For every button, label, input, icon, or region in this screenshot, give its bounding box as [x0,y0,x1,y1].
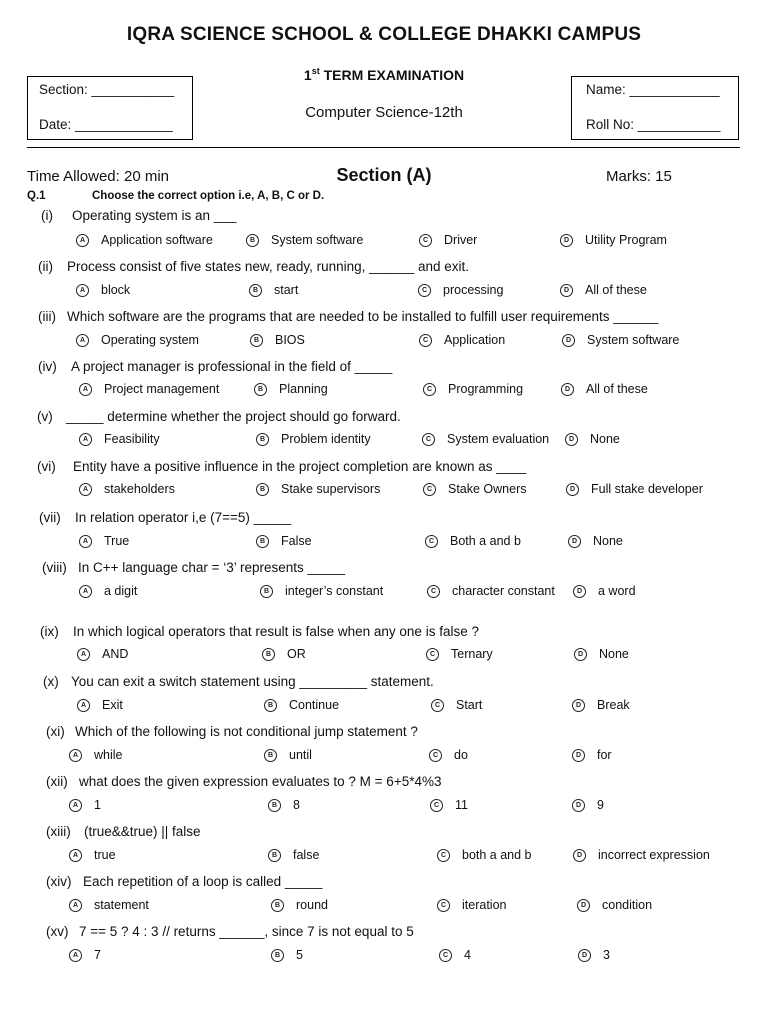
option-bubble-c[interactable]: C [427,585,440,598]
option-bubble-c[interactable]: C [418,284,431,297]
option-text-a: Operating system [101,333,199,347]
option-bubble-c[interactable]: C [430,799,443,812]
option-bubble-c[interactable]: C [431,699,444,712]
question-number-label: (v) [37,409,53,424]
option-bubble-d[interactable]: D [573,849,586,862]
option-text-b: BIOS [275,333,305,347]
option-bubble-a[interactable]: A [69,849,82,862]
option-text-c: Stake Owners [448,482,527,496]
question-text: Entity have a positive influence in the project completion are known as ____ [73,459,527,474]
option-bubble-b[interactable]: B [249,284,262,297]
option-text-d: Break [597,698,630,712]
option-bubble-c[interactable]: C [437,899,450,912]
option-bubble-d[interactable]: D [578,949,591,962]
option-text-a: True [104,534,130,548]
option-text-b: System software [271,233,364,247]
option-bubble-d[interactable]: D [565,433,578,446]
option-text-b: 8 [293,798,300,812]
option-text-b: Stake supervisors [281,482,381,496]
section-heading: Section (A) [336,165,432,185]
question-text: 7 == 5 ? 4 : 3 // returns ______, since 7 is not equal to 5 [79,924,414,939]
option-bubble-c[interactable]: C [426,648,439,661]
option-bubble-d[interactable]: D [561,383,574,396]
option-text-b: Continue [289,698,340,712]
option-bubble-d[interactable]: D [568,535,581,548]
option-text-a: Feasibility [104,432,160,446]
section-field[interactable]: Section: ___________ [39,82,175,97]
option-bubble-c[interactable]: C [429,749,442,762]
option-bubble-b[interactable]: B [262,648,275,661]
option-bubble-b[interactable]: B [268,849,281,862]
option-bubble-c[interactable]: C [437,849,450,862]
question-number-label: (xi) [46,724,65,739]
term-superscript: st [311,66,320,76]
option-bubble-d[interactable]: D [572,799,585,812]
option-text-b: round [296,898,328,912]
option-text-a: a digit [104,584,138,598]
option-text-d: for [597,748,612,762]
option-text-b: integer’s constant [285,584,384,598]
option-text-a: 7 [94,948,101,962]
option-bubble-d[interactable]: D [566,483,579,496]
option-text-c: System evaluation [447,432,550,446]
question-text: Operating system is an ___ [72,208,237,223]
option-bubble-a[interactable]: A [79,433,92,446]
option-bubble-c[interactable]: C [419,334,432,347]
question-number-label: (x) [43,674,59,689]
option-bubble-c[interactable]: C [425,535,438,548]
option-bubble-b[interactable]: B [246,234,259,247]
option-bubble-c[interactable]: C [423,383,436,396]
option-bubble-b[interactable]: B [256,433,269,446]
question-text: Each repetition of a loop is called _____ [83,874,323,889]
question-number-label: (iv) [38,359,57,374]
option-text-a: block [101,283,131,297]
option-bubble-c[interactable]: C [419,234,432,247]
option-bubble-a[interactable]: A [76,234,89,247]
option-text-d: Full stake developer [591,482,703,496]
option-bubble-b[interactable]: B [254,383,267,396]
option-bubble-a[interactable]: A [76,284,89,297]
question-number-label: (xii) [46,774,68,789]
option-text-d: System software [587,333,680,347]
question-text: (true&&true) || false [84,824,201,839]
option-text-d: None [590,432,620,446]
option-text-c: Driver [444,233,478,247]
question-number-label: (vi) [37,459,56,474]
option-text-a: true [94,848,116,862]
option-text-c: do [454,748,468,762]
option-text-a: Project management [104,382,220,396]
option-text-d: None [599,647,629,661]
time-allowed: Time Allowed: 20 min [27,168,170,185]
name-field[interactable]: Name: ____________ [586,82,720,97]
total-marks: Marks: 15 [606,168,672,185]
option-text-c: Start [456,698,483,712]
option-bubble-a[interactable]: A [69,749,82,762]
option-bubble-b[interactable]: B [264,749,277,762]
option-text-a: Exit [102,698,123,712]
option-bubble-b[interactable]: B [264,699,277,712]
option-bubble-d[interactable]: D [573,585,586,598]
option-bubble-c[interactable]: C [439,949,452,962]
option-text-a: Application software [101,233,213,247]
question-text: A project manager is professional in the field of _____ [71,359,393,374]
roll-number-field[interactable]: Roll No: ___________ [586,117,721,132]
option-bubble-d[interactable]: D [574,648,587,661]
option-text-d: 3 [603,948,610,962]
option-bubble-a[interactable]: A [79,585,92,598]
option-text-b: until [289,748,312,762]
option-bubble-a[interactable]: A [79,383,92,396]
option-bubble-b[interactable]: B [250,334,263,347]
option-text-b: 5 [296,948,303,962]
option-bubble-c[interactable]: C [423,483,436,496]
option-bubble-b[interactable]: B [260,585,273,598]
date-field[interactable]: Date: _____________ [39,117,173,132]
school-name: IQRA SCIENCE SCHOOL & COLLEGE DHAKKI CAMPUS [126,24,642,45]
option-text-a: while [94,748,123,762]
option-text-a: AND [102,647,129,661]
option-bubble-a[interactable]: A [79,483,92,496]
option-text-c: Programming [448,382,524,396]
question-text: In C++ language char = ‘3’ represents _____ [78,560,346,575]
question-text: Which of the following is not conditional jump statement ? [75,724,418,739]
option-text-c: 11 [455,798,468,812]
option-bubble-a[interactable]: A [79,535,92,548]
question-number-label: (viii) [42,560,67,575]
question-number-label: (ix) [40,624,59,639]
term-label: TERM EXAMINATION [319,67,465,83]
option-text-c: Ternary [451,647,493,661]
option-bubble-d[interactable]: D [577,899,590,912]
option-text-a: stakeholders [104,482,175,496]
option-text-d: All of these [586,382,648,396]
question-text: what does the given expression evaluates to ? M = 6+5*4%3 [79,774,442,789]
option-text-a: 1 [94,798,101,812]
question-text: _____ determine whether the project should go forward. [66,409,401,424]
question-number: Q.1 [27,190,46,202]
option-bubble-d[interactable]: D [572,749,585,762]
question-text: In which logical operators that result is false when any one is false ? [73,624,479,639]
option-text-b: OR [287,647,306,661]
section-date-box [27,76,193,140]
option-text-c: Application [444,333,506,347]
option-text-b: Planning [279,382,328,396]
header-divider [27,147,740,148]
option-bubble-b[interactable]: B [271,899,284,912]
option-bubble-a[interactable]: A [69,799,82,812]
option-bubble-d[interactable]: D [572,699,585,712]
option-text-a: statement [94,898,149,912]
question-number-label: (i) [41,208,53,223]
term-number: 1 [303,67,312,83]
option-text-c: character constant [452,584,555,598]
option-bubble-b[interactable]: B [256,483,269,496]
option-text-b: False [281,534,312,548]
option-text-d: All of these [585,283,647,297]
option-text-c: both a and b [462,848,532,862]
option-bubble-d[interactable]: D [560,284,573,297]
option-text-c: Both a and b [450,534,521,548]
option-bubble-b[interactable]: B [271,949,284,962]
question-instruction: Choose the correct option i.e, A, B, C or D. [92,190,325,202]
option-text-d: condition [602,898,653,912]
option-bubble-a[interactable]: A [69,899,82,912]
option-text-b: Problem identity [281,432,371,446]
option-text-d: Utility Program [585,233,667,247]
option-text-c: 4 [464,948,471,962]
question-number-label: (xiii) [46,824,71,839]
option-text-c: iteration [462,898,507,912]
option-bubble-c[interactable]: C [422,433,435,446]
option-bubble-d[interactable]: D [562,334,575,347]
option-bubble-a[interactable]: A [77,648,90,661]
question-text: Which software are the programs that are needed to be installed to fulfill user requirements ______ [67,309,659,324]
question-number-label: (iii) [38,309,56,324]
option-bubble-a[interactable]: A [69,949,82,962]
question-text: In relation operator i,e (7==5) _____ [75,510,292,525]
question-number-label: (vii) [39,510,61,525]
option-text-d: 9 [597,798,604,812]
option-text-b: false [293,848,320,862]
option-text-d: incorrect expression [598,848,710,862]
name-roll-box [571,76,739,140]
option-text-b: start [274,283,299,297]
question-number-label: (xiv) [46,874,72,889]
question-number-label: (xv) [46,924,69,939]
option-bubble-b[interactable]: B [256,535,269,548]
option-bubble-d[interactable]: D [560,234,573,247]
subject-title: Computer Science-12th [305,104,463,121]
option-bubble-a[interactable]: A [76,334,89,347]
question-text: Process consist of five states new, ready, running, ______ and exit. [67,259,469,274]
option-text-c: processing [443,283,504,297]
question-text: You can exit a switch statement using _________ statement. [71,674,434,689]
option-text-d: a word [598,584,636,598]
option-text-d: None [593,534,623,548]
question-number-label: (ii) [38,259,53,274]
option-bubble-b[interactable]: B [268,799,281,812]
option-bubble-a[interactable]: A [77,699,90,712]
